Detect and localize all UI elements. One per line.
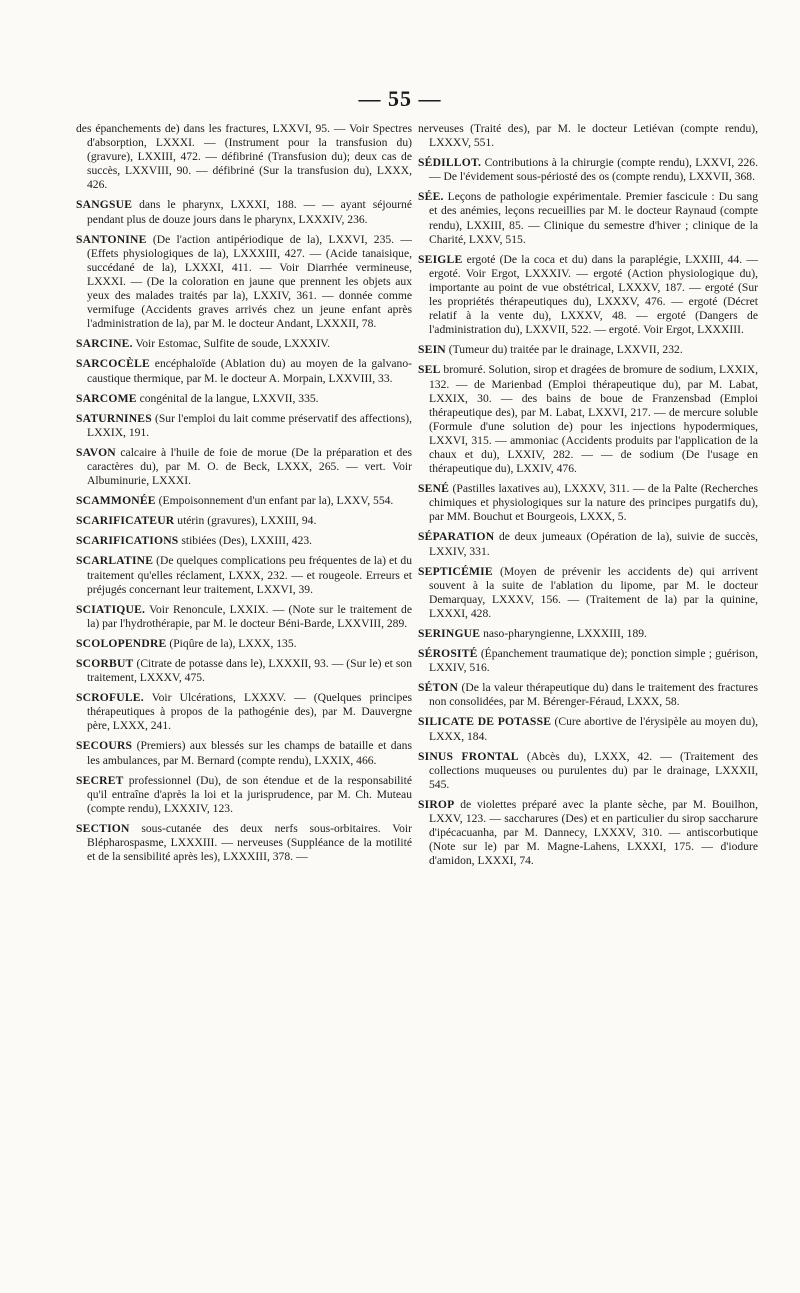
entry-text: (Abcès du), LXXX, 42. — (Traitement des collections muqueuses ou purulentes du) par le drainage, LXXXII, 545. <box>429 749 758 791</box>
entry-text: bromuré. Solution, sirop et dragées de bromure de sodium, LXXIX, 132. — de Marienbad (Emploi thérapeutique du), par M. Labat, LXXIX, 30. — des bains de boue de Franzensbad (Emploi thérapeutique des), par M. Labat, LXXVI, 217. — de mercure soluble (Formule d'une solution de) pour les injections hypodermiques, LXXVI, 315. — ammoniac (Accidents produits par l'application de la chaux et du), LXXIV, 282. — — de sodium (De l'usage en thérapeutique du), LXXIV, 476. <box>429 363 758 476</box>
entry-text: Contributions à la chirurgie (compte rendu), LXXVI, 226. — De l'évidement sous-périosté des os (compte rendu), LXXVII, 368. <box>429 156 758 184</box>
entry-headword: SANTONINE <box>76 232 147 246</box>
entry-text: professionnel (Du), de son étendue et de la responsabilité qu'il entraîne d'après la loi et la jurisprudence, par M. Ch. Muteau (compte rendu), LXXXIV, 123. <box>87 773 412 815</box>
entry-text: (Citrate de potasse dans le), LXXXII, 93. — (Sur le) et son traitement, LXXXV, 475. <box>87 657 412 685</box>
entry-headword: SIROP <box>418 797 455 811</box>
index-entry <box>418 565 758 621</box>
left-column <box>76 122 412 870</box>
entry-text: (Épanchement traumatique de); ponction simple ; guérison, LXXIV, 516. <box>429 647 758 675</box>
entry-text: calcaire à l'huile de foie de morue (De la préparation et des caractères du), par M. O. de Beck, LXXX, 265. — vert. Voir Albuminurie, LXXXI. <box>87 445 412 488</box>
index-entry <box>418 715 758 743</box>
entry-text: (Premiers) aux blessés sur les champs de bataille et dans les ambulances, par M. Bernard (compte rendu), LXXIX, 466. <box>87 739 412 767</box>
index-entry <box>76 822 412 864</box>
entry-text: Voir Renoncule, LXXIX. — (Note sur le traitement de la) par l'hydrothérapie, par M. le docteur Béni-Barde, LXXVIII, 289. <box>87 602 412 630</box>
index-entry <box>418 343 758 357</box>
entry-headword: SCROFULE. <box>76 691 144 705</box>
entry-text: Voir Estomac, Sulfite de soude, LXXXIV. <box>132 337 331 351</box>
index-entry <box>418 156 758 184</box>
index-entry <box>76 198 412 226</box>
entry-headword: SCORBUT <box>76 657 134 670</box>
entry-text: (Piqûre de la), LXXX, 135. <box>166 636 297 650</box>
entry-headword: SCARIFICATEUR <box>76 514 175 528</box>
entry-text: des épanchements de) dans les fractures, LXXVI, 95. — Voir Spectres d'absorption, LXXXI. — (Instrument pour la transfusion du) (gravure), LXXIII, 472. — défibriné (Transfusion du); deux cas de succès, LXXVIII, 90. — défibriné (Sur la transfusion du), LXXX, 426. <box>76 122 412 192</box>
index-entry <box>418 253 758 338</box>
index-entry <box>418 750 758 792</box>
entry-text: stibiées (Des), LXXIII, 423. <box>178 534 313 548</box>
entry-text: dans le pharynx, LXXXI, 188. — — ayant séjourné pendant plus de douze jours dans le pharynx, LXXXIV, 236. <box>87 198 412 226</box>
index-entry <box>76 514 412 528</box>
index-entry <box>418 681 758 709</box>
entry-text: nerveuses (Traité des), par M. le docteur Letiévan (compte rendu), LXXXV, 551. <box>418 122 758 150</box>
entry-headword: SCAMMONÉE <box>76 494 156 508</box>
entry-text: Voir Ulcérations, LXXXV. — (Quelques principes thérapeutiques à propos de la pathogénie des), par M. Dauvergne père, LXXX, 241. <box>87 691 412 733</box>
entry-headword: SCOLOPENDRE <box>76 636 167 650</box>
index-entry <box>418 798 758 868</box>
index-entry <box>76 534 412 548</box>
index-entry <box>76 446 412 488</box>
index-entry <box>76 412 412 440</box>
index-entry <box>418 190 758 246</box>
index-entry <box>76 554 412 596</box>
entry-headword: SÉE. <box>418 190 444 204</box>
entry-text: de violettes préparé avec la plante sèche, par M. Bouilhon, LXXV, 123. — saccharures (Des) et en particulier du sirop saccharure d'ipécacuanha, par M. Dannecy, LXXXV, 310. — antiscorbutique (Note sur le) par M. Magne-Lahens, LXXXI, 175. — d'iodure d'amidon, LXXXI, 74. <box>429 797 758 868</box>
entry-text: naso-pharyngienne, LXXXIII, 189. <box>480 627 647 640</box>
index-entry <box>76 337 412 351</box>
entry-text: Leçons de pathologie expérimentale. Premier fascicule : Du sang et des anémies, leçons recueillies par M. le docteur Raynaud (compte rendu), LXXIII, 85. — Clinique du semestre d'hiver ; clinique de la Charité, LXXV, 515. <box>429 190 758 246</box>
index-entry <box>76 739 412 767</box>
entry-headword: SECOURS <box>76 739 133 753</box>
entry-headword: SANGSUE <box>76 198 133 212</box>
entry-headword: SCARLATINE <box>76 554 154 568</box>
index-entry <box>76 392 412 406</box>
entry-headword: SÉROSITÉ <box>418 647 478 661</box>
entry-headword: SATURNINES <box>76 411 152 425</box>
index-entry <box>418 627 758 641</box>
entry-text: utérin (gravures), LXXIII, 94. <box>174 514 317 528</box>
entry-text: (De la valeur thérapeutique du) dans le traitement des fractures non consolidées, par M. Bérenger-Féraud, LXXX, 58. <box>429 681 758 709</box>
entry-headword: SEPTICÉMIE <box>418 564 493 578</box>
entry-headword: SERINGUE <box>418 627 481 640</box>
entry-headword: SÉDILLOT. <box>418 156 482 170</box>
entry-text: de deux jumeaux (Opération de la), suivie de succès, LXXIV, 331. <box>429 530 758 558</box>
entry-headword: SENÉ <box>418 482 450 496</box>
index-entry <box>76 657 412 685</box>
index-entry <box>418 363 758 476</box>
entry-text: congénital de la langue, LXXVII, 335. <box>136 391 319 405</box>
entry-headword: SCIATIQUE. <box>76 602 146 616</box>
index-entry <box>76 122 412 192</box>
entry-headword: SÉTON <box>418 681 459 695</box>
entry-text: (Pastilles laxatives au), LXXXV, 311. — de la Palte (Recherches chimiques et physiologiques sur la nature des principes purgatifs du), par MM. Bouchut et Bourgeois, LXXX, 5. <box>429 482 758 524</box>
entry-text: sous-cutanée des deux nerfs sous-orbitaires. Voir Blépharospasme, LXXXIII. — nerveuses (Suppléance de la motilité et de la sensibilité après les), LXXXIII, 378. — <box>87 821 412 864</box>
entry-headword: SEIN <box>418 343 446 357</box>
index-entry <box>418 482 758 524</box>
entry-text: (Tumeur du) traitée par le drainage, LXXVII, 232. <box>445 343 683 357</box>
entry-headword: SECTION <box>76 821 130 835</box>
index-entry <box>76 774 412 816</box>
index-entry <box>76 494 412 508</box>
entry-headword: SEL <box>418 363 441 377</box>
index-entry <box>76 603 412 631</box>
index-entry <box>418 122 758 150</box>
entry-headword: SILICATE DE POTASSE <box>418 715 552 729</box>
entry-headword: SECRET <box>76 773 124 787</box>
entry-text: (Sur l'emploi du lait comme préservatif des affections), LXXIX, 191. <box>87 411 412 439</box>
entry-headword: SARCINE. <box>76 337 133 351</box>
entry-headword: SAVON <box>76 445 116 459</box>
index-entry <box>418 647 758 675</box>
entry-text: (Empoisonnement d'un enfant par la), LXXV, 554. <box>155 494 394 508</box>
entry-text: (De quelques complications peu fréquentes de la) et du traitement qu'elles réclament, LXXX, 232. — et rougeole. Erreurs et préjugés concernant leur traitement, LXXVI, 39. <box>87 554 412 596</box>
entry-text: encéphaloïde (Ablation du) au moyen de la galvano-caustique thermique, par M. le docteur A. Morpain, LXXVIII, 33. <box>87 357 412 385</box>
entry-text: (De l'action antipériodique de la), LXXVI, 235. — (Effets physiologiques de la), LXXXIII, 427. — (Acide tanaisique, succédané de la), LXXXI, 411. — Voir Diarrhée vermineuse, LXXXI. — (De la coloration en jaune que prennent les objets aux yeux des malades traités par la), LXXIV, 361. — donnée comme vermifuge (Accidents graves arrivés chez un jeune enfant après l'administration de la), par M. le docteur Andant, LXXXII, 78. <box>87 232 412 331</box>
index-entry <box>76 233 412 332</box>
index-entry <box>76 637 412 651</box>
entry-headword: SINUS FRONTAL <box>418 749 519 763</box>
page-number: — 55 — <box>358 86 442 111</box>
right-column <box>418 122 758 874</box>
entry-headword: SARCOCÈLE <box>76 357 150 371</box>
entry-text: (Cure abortive de l'érysipèle au moyen du), LXXX, 184. <box>429 715 758 743</box>
entry-text: (Moyen de prévenir les accidents de) qui arrivent souvent à la suite de l'ablation du lipome, par M. le docteur Demarquay, LXXXV, 156. — (Traitement de la) par la quinine, LXXXI, 428. <box>429 564 758 620</box>
index-entry <box>76 357 412 385</box>
entry-headword: SEIGLE <box>418 252 463 266</box>
index-entry <box>418 530 758 558</box>
entry-text: ergoté (De la coca et du) dans la paraplégie, LXXIII, 44. — ergoté. Voir Ergot, LXXXIV. — ergoté (Action physiologique du), importante au point de vue obstétrical, LXXXV, 187. — ergoté (Sur les propriétés thérapeutiques du), LXXXV, 476. — ergoté (Décret relatif à la vente du), LXXXV, 48. — ergoté (Dangers de l'administration du), LXXVII, 522. — ergoté. Voir Ergot, LXXXIII. <box>429 252 758 337</box>
entry-headword: SÉPARATION <box>418 530 495 544</box>
entry-headword: SARCOME <box>76 391 137 405</box>
index-entry <box>76 691 412 733</box>
entry-headword: SCARIFICATIONS <box>76 534 179 548</box>
